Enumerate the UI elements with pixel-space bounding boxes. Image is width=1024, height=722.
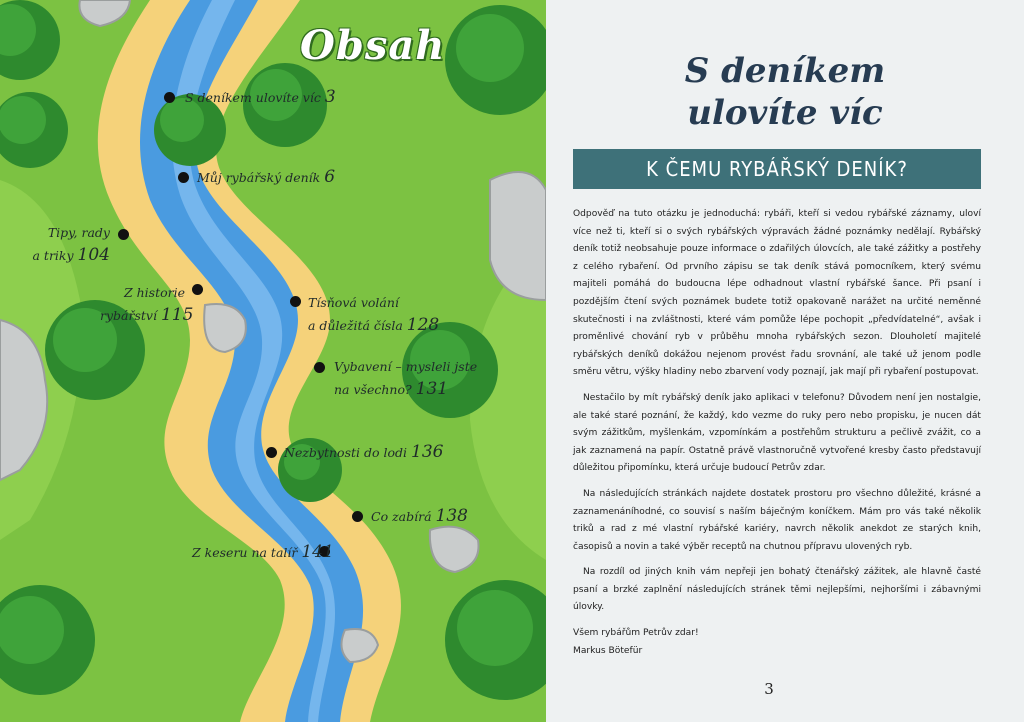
- toc-entry[interactable]: [284, 441, 443, 464]
- toc-page: 141: [301, 542, 334, 562]
- toc-entry[interactable]: [30, 222, 110, 267]
- page-number: 3: [764, 680, 774, 698]
- toc-label: Co zabírá: [371, 509, 432, 524]
- toc-entry[interactable]: [308, 292, 439, 337]
- toc-entry[interactable]: [185, 86, 336, 109]
- toc-dot: [164, 92, 175, 103]
- toc-label: Z keseru na talíř: [192, 545, 298, 560]
- toc-dot: [178, 172, 189, 183]
- right-page: [546, 0, 1024, 722]
- toc-label: rybářství: [100, 308, 157, 323]
- toc-dot: [192, 284, 203, 295]
- toc-dot: [266, 447, 277, 458]
- toc-entry[interactable]: [192, 541, 334, 564]
- toc-page: 136: [411, 442, 444, 462]
- toc-label: Z historie: [123, 285, 185, 300]
- page-title-line: ulovíte víc: [687, 93, 883, 133]
- toc-label: Nezbytnosti do lodi: [284, 445, 408, 460]
- paragraph: Na rozdíl od jiných knih vám nepřeji jen bohatý čtenářský zážitek, ale hlavně časté psaní a brzké zaplnění následujících stránek těmi nejlepšími, nejhoršími i zábavnými úlovky.: [573, 567, 981, 613]
- toc-dot: [290, 296, 301, 307]
- section-banner: K ČEMU RYBÁŘSKÝ DENÍK?: [573, 149, 981, 189]
- toc-label: Tísňová volání: [308, 295, 399, 310]
- toc-dot: [314, 362, 325, 373]
- toc-entry[interactable]: [100, 282, 194, 327]
- signature: [573, 625, 981, 660]
- toc-label: Vybavení – mysleli jste: [334, 359, 478, 374]
- toc-page: 128: [406, 315, 440, 335]
- paragraph: Nestačilo by mít rybářský deník jako aplikaci v telefonu? Důvodem není jen nostalgie, ale také staré poznání, že každý, kdo vezme do ruky pero nebo propisku, je nucen dát svým zážitkům, myšlenkám, vzpomínkám a postřehům strukturu a pečlivě zvážit, co a jak zaznamená na papír. Ostatně právě vlastnoručně vytvořené kresby často představují důležitou připomínku, která určuje budoucí Petrův zdar.: [573, 392, 981, 474]
- paragraph: Odpověď na tuto otázku je jednoduchá: rybáři, kteří si vedou rybářské záznamy, uloví více než ti, kteří si o svých rybářských výpravách žádné poznámky nedělají. Rybářský deník totiž neobsahuje pouze informace o zdařilých úlovcích, ale také zážitky a postřehy z celého rybaření. Od prvního zápisu se tak deník stává pomocníkem, který svému majiteli pomáhá do budoucna lépe odhadnout vlastní rybářské šance. Při psaní i pozdějším čtení svých poznámek budete totiž opakovaně narážet na určité neměnné skutečnosti i na zvláštnosti, které vám pomůže lépe pochopit „předvídatelné“, avšak i proměnlivé chování ryb v průběhu mnoha rybářských sezon. Dlouholetí majitelé rybářských deníků dokážou nejenom provést řadu srovnání, ale také už jenom podle směru větru, výšky hladiny nebo zbarvení vody poznají, jak mají při rybaření postupovat.: [573, 209, 981, 378]
- toc-label: S deníkem ulovíte víc: [185, 90, 321, 105]
- signature-greeting: Všem rybářům Petrův zdar!: [573, 628, 699, 639]
- toc-page: 6: [324, 167, 336, 187]
- toc-entry[interactable]: [371, 505, 468, 528]
- toc-page: 115: [160, 305, 194, 325]
- page-title-line: S deníkem: [684, 51, 886, 91]
- signature-author: Markus Bötefür: [573, 645, 643, 656]
- toc-label: a triky: [32, 248, 74, 263]
- page-title: [546, 50, 1024, 134]
- toc-dot: [118, 229, 129, 240]
- paragraph: Na následujících stránkách najdete dostatek prostoru pro všechno důležité, krásné a zaznamenáníhodné, co souvisí s naším báječným koníčkem. Mám pro vás také několik triků a rad z mé vlastní rybářské kariéry, navrch několik anekdot ze starých knih, časopisů a novin a také výběr receptů na chutnou přípravu ulovených ryb.: [573, 488, 981, 552]
- toc-label: Můj rybářský deník: [197, 170, 321, 185]
- article-body: [573, 206, 981, 660]
- toc-label: Tipy, rady: [47, 225, 110, 240]
- toc-title: Obsah: [300, 22, 446, 69]
- toc-label: a důležitá čísla: [308, 318, 403, 333]
- toc-label: na všechno?: [334, 382, 412, 397]
- toc-page: 131: [415, 379, 449, 399]
- toc-dot: [352, 511, 363, 522]
- toc-page: 104: [77, 245, 110, 265]
- toc-page: 138: [435, 506, 468, 526]
- toc-page: 3: [324, 87, 336, 107]
- toc-entry[interactable]: [334, 356, 477, 401]
- toc-entry[interactable]: [197, 166, 335, 189]
